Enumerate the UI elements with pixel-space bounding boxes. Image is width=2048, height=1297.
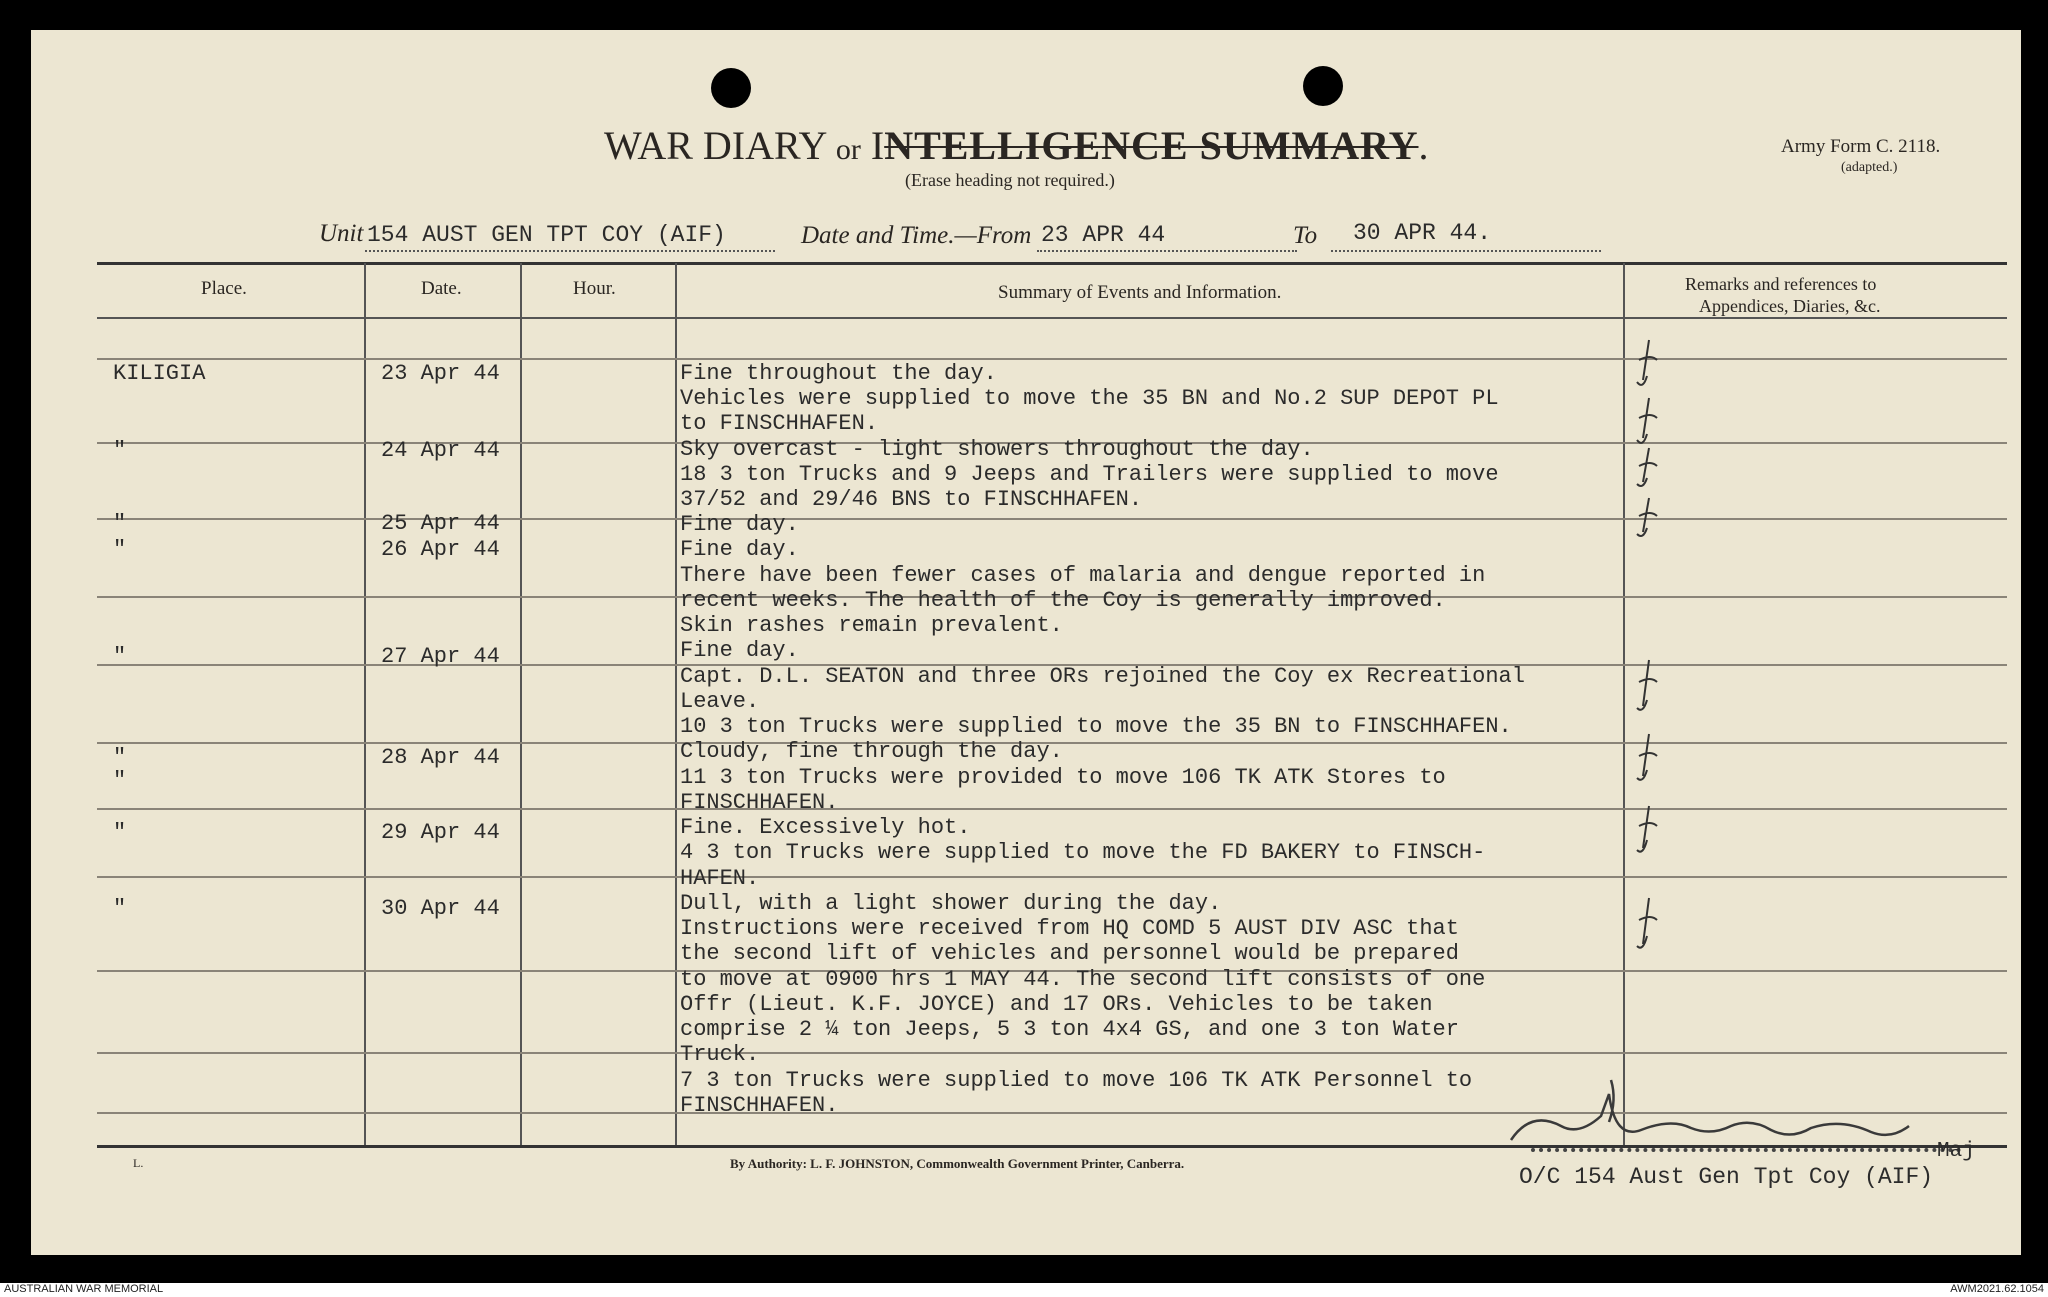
army-form-adapted: (adapted.) <box>1841 160 1898 175</box>
summary-line: to move at 0900 hrs 1 MAY 44. The second lift consists of one <box>680 967 1486 992</box>
date-cell: 28 Apr 44 <box>381 745 500 770</box>
remarks-initials <box>1621 320 1681 980</box>
handwritten-signature <box>1491 1070 1921 1160</box>
date-cell: 30 Apr 44 <box>381 896 500 921</box>
ruled-line <box>97 358 2007 360</box>
summary-line: 10 3 ton Trucks were supplied to move the 35 BN to FINSCHHAFEN. <box>680 714 1512 739</box>
summary-line: Capt. D.L. SEATON and three ORs rejoined the Coy ex Recreational <box>680 664 1525 689</box>
diary-sheet <box>31 30 2021 1255</box>
date-cell: 23 Apr 44 <box>381 361 500 386</box>
summary-line: Fine throughout the day. <box>680 361 997 386</box>
table-top-border <box>97 262 2007 265</box>
summary-line: Fine day. <box>680 512 799 537</box>
summary-line: Leave. <box>680 689 760 714</box>
date-from-value: 23 APR 44 <box>1041 222 1166 248</box>
column-divider-hour <box>675 263 677 1145</box>
army-form-number: Army Form C. 2118. <box>1781 136 1941 157</box>
place-cell: " <box>113 438 127 463</box>
date-to-underline <box>1331 250 1601 252</box>
printer-authority: By Authority: L. F. JOHNSTON, Commonwealth Government Printer, Canberra. <box>730 1156 1185 1171</box>
column-header-summary: Summary of Events and Information. <box>998 282 1282 303</box>
place-cell: " <box>113 820 127 845</box>
signatory-rank: Maj <box>1937 1140 1975 1163</box>
struck-heading: NTELLIGENCE SUMMARY <box>884 123 1419 168</box>
date-cell: 24 Apr 44 <box>381 438 500 463</box>
place-cell: KILIGIA <box>113 361 206 386</box>
column-header-hour: Hour. <box>573 278 616 299</box>
ruled-line <box>97 876 2007 878</box>
summary-line: to FINSCHHAFEN. <box>680 411 879 436</box>
date-cell: 25 Apr 44 <box>381 511 500 536</box>
column-header-place: Place. <box>201 278 247 299</box>
unit-underline <box>365 250 775 252</box>
summary-line: 7 3 ton Trucks were supplied to move 106 TK ATK Personnel to <box>680 1068 1473 1093</box>
summary-line: HAFEN. <box>680 866 760 891</box>
place-cell: " <box>113 537 127 562</box>
summary-line: Truck. <box>680 1042 760 1067</box>
signatory-title: O/C 154 Aust Gen Tpt Coy (AIF) <box>1519 1164 1934 1190</box>
summary-line: 18 3 ton Trucks and 9 Jeeps and Trailers were supplied to move <box>680 462 1499 487</box>
summary-line: Vehicles were supplied to move the 35 BN and No.2 SUP DEPOT PL <box>680 386 1499 411</box>
summary-line: Skin rashes remain prevalent. <box>680 613 1063 638</box>
unit-value: 154 AUST GEN TPT COY (AIF) <box>367 222 726 248</box>
place-cell: " <box>113 896 127 921</box>
place-cell: " <box>113 745 127 770</box>
place-cell: " <box>113 768 127 793</box>
archive-footer <box>0 1283 2048 1297</box>
date-from-underline <box>1037 250 1297 252</box>
punch-hole-left <box>711 68 751 108</box>
summary-line: Offr (Lieut. K.F. JOYCE) and 17 ORs. Vehicles to be taken <box>680 992 1433 1017</box>
date-to-value: 30 APR 44. <box>1353 220 1492 246</box>
archive-name: AUSTRALIAN WAR MEMORIAL <box>4 1283 164 1295</box>
form-corner-mark: L. <box>133 1156 144 1170</box>
summary-line: Fine day. <box>680 638 799 663</box>
column-divider-date <box>520 263 522 1145</box>
column-header-date: Date. <box>421 278 462 299</box>
date-cell: 27 Apr 44 <box>381 644 500 669</box>
date-cell: 29 Apr 44 <box>381 820 500 845</box>
date-time-label: Date and Time.—From <box>801 222 1032 249</box>
summary-line: Fine day. <box>680 537 799 562</box>
unit-label: Unit <box>319 220 364 247</box>
summary-line: Dull, with a light shower during the day. <box>680 891 1222 916</box>
column-divider-place <box>364 263 366 1145</box>
archive-reference: AWM2021.62.1054 <box>1950 1283 2044 1295</box>
summary-line: Sky overcast - light showers throughout the day. <box>680 437 1314 462</box>
summary-line: comprise 2 ¼ ton Jeeps, 5 3 ton 4x4 GS, and one 3 ton Water <box>680 1017 1459 1042</box>
summary-line: recent weeks. The health of the Coy is generally improved. <box>680 588 1446 613</box>
summary-line: 11 3 ton Trucks were provided to move 106 TK ATK Stores to <box>680 765 1446 790</box>
summary-line: 37/52 and 29/46 BNS to FINSCHHAFEN. <box>680 487 1143 512</box>
ruled-line <box>97 808 2007 810</box>
summary-line: Instructions were received from HQ COMD 5 AUST DIV ASC that <box>680 916 1459 941</box>
header-separator <box>97 317 2007 319</box>
column-header-remarks-line1: Remarks and references to <box>1685 274 1877 294</box>
erase-note: (Erase heading not required.) <box>905 170 1115 190</box>
date-cell: 26 Apr 44 <box>381 537 500 562</box>
summary-line: Cloudy, fine through the day. <box>680 739 1063 764</box>
page-title: WAR DIARY or INTELLIGENCE SUMMARY. <box>604 123 1429 168</box>
summary-line: FINSCHHAFEN. <box>680 1093 839 1118</box>
summary-line: the second lift of vehicles and personnel would be prepared <box>680 941 1459 966</box>
summary-line: 4 3 ton Trucks were supplied to move the FD BAKERY to FINSCH- <box>680 840 1486 865</box>
place-cell: " <box>113 644 127 669</box>
summary-line: Fine. Excessively hot. <box>680 815 971 840</box>
date-to-label: To <box>1293 222 1318 249</box>
summary-line: FINSCHHAFEN. <box>680 790 839 815</box>
punch-hole-right <box>1303 66 1343 106</box>
column-header-remarks-line2: Appendices, Diaries, &c. <box>1699 296 1881 316</box>
place-cell: " <box>113 511 127 536</box>
summary-line: There have been fewer cases of malaria and dengue reported in <box>680 563 1486 588</box>
ruled-line <box>97 1052 2007 1054</box>
